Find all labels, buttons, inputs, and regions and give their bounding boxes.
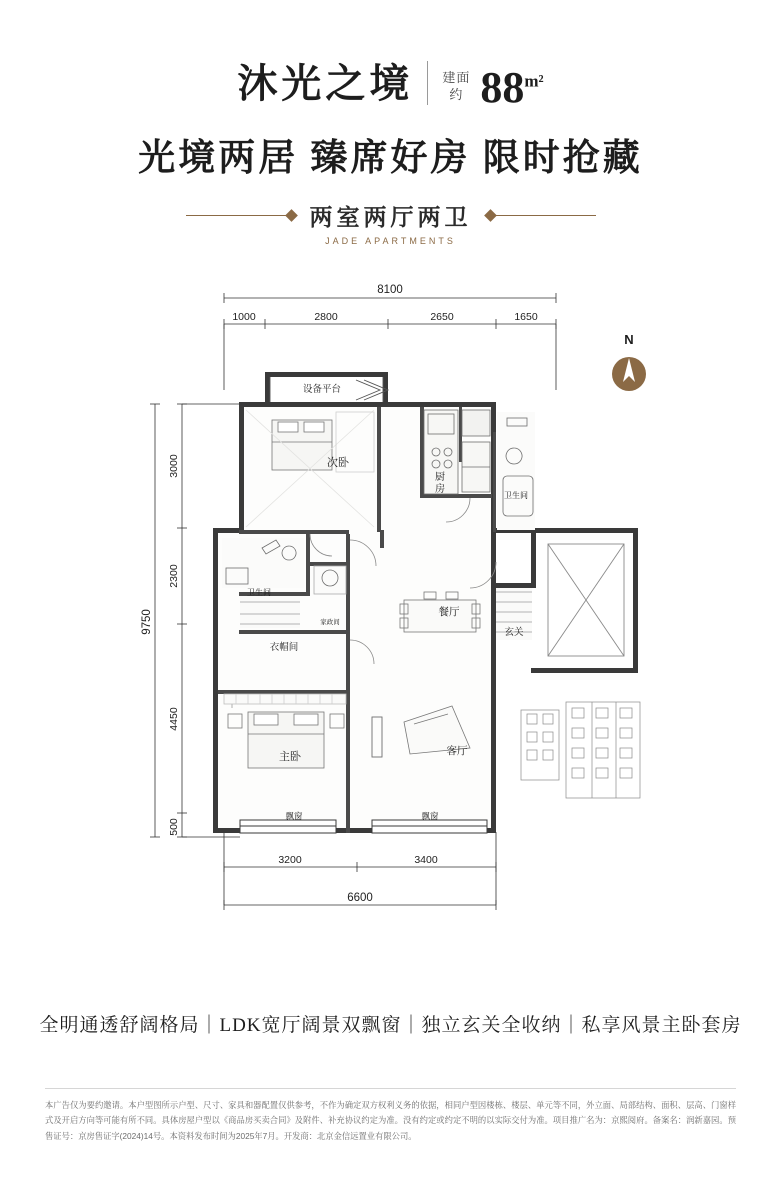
- dim-top-seg-0: 1000: [232, 311, 256, 323]
- dim-bottom-total: 6600: [347, 892, 373, 904]
- dim-left-total: 9750: [141, 609, 153, 635]
- dim-left-seg-2: 4450: [168, 707, 180, 731]
- room-label-2b: 房: [435, 484, 445, 495]
- room-label-2: 厨: [435, 472, 445, 483]
- compass-icon: [612, 332, 646, 391]
- area-caption: [442, 69, 470, 104]
- wall-structure: [213, 372, 640, 833]
- title-divider: [427, 61, 428, 105]
- dim-top-total: 8100: [377, 284, 403, 296]
- floor-plan-svg: [0, 262, 781, 952]
- footer-divider: [45, 1088, 736, 1089]
- rooms-row: [0, 199, 781, 232]
- title-row: [0, 52, 781, 113]
- rooms-label: 两室两厅两卫: [309, 205, 472, 230]
- room-label-0: 设备平台: [302, 384, 342, 395]
- brand-en-label: JADE APARTMENTS: [325, 236, 456, 246]
- room-label-11: 飘窗: [285, 811, 303, 821]
- room-label-8: 玄关: [504, 627, 524, 638]
- room-label-6: 衣帽间: [269, 642, 299, 653]
- room-label-7: 餐厅: [438, 606, 460, 618]
- page-subtitle: 光境两居 臻席好房 限时抢藏: [138, 138, 643, 179]
- page-title: 沐光之境: [237, 61, 414, 106]
- area-unit: m²: [524, 71, 544, 91]
- area-caption-line2: 约: [449, 87, 464, 103]
- features-line: 全明通透舒阔格局｜LDK宽厅阔景双飘窗｜独立玄关全收纳｜私享风景主卧套房: [39, 1015, 742, 1036]
- dim-bottom-seg-1: 3400: [414, 854, 438, 866]
- ornament-left-icon: [186, 209, 296, 223]
- area-number-value: 88: [480, 63, 525, 113]
- dim-left-seg-1: 2300: [168, 564, 180, 588]
- room-label-5: 家政间: [320, 619, 340, 626]
- floor-plan: [0, 262, 781, 952]
- dim-left-seg-3: 500: [168, 818, 180, 836]
- dim-top-seg-1: 2800: [314, 311, 338, 323]
- dim-top-seg-2: 2650: [430, 311, 454, 323]
- room-label-3: 卫生间: [504, 491, 528, 500]
- room-label-1: 次卧: [327, 457, 349, 469]
- room-label-9: 主卧: [279, 751, 301, 763]
- dim-left-seg-0: 3000: [168, 454, 180, 478]
- dim-bottom-seg-0: 3200: [278, 854, 302, 866]
- compass-label: N: [624, 332, 634, 347]
- room-label-10: 客厅: [446, 745, 468, 757]
- room-label-4: 卫生间: [247, 588, 271, 597]
- disclaimer-text: 本广告仅为要约邀请。本户型图所示户型、尺寸、家具和器配置仅供参考，不作为确定双方权利义务的依据，相同户型因楼栋、楼层、单元等不同，外立面、局部结构、面积、层高、门窗样式及开启方向等可能有所不同。具体房屋户型以《商品房买卖合同》及附件、补充协议约定为准。没有约定或约定不明的以实际交付为准。项目推广名为：京熙阅府。备案名：润新嘉园。预售证号：京房售证字(2024)14号。本资料发布时间为2025年7月。开发商：北京金信远置业有限公司。: [45, 1100, 736, 1141]
- area-number: [480, 63, 544, 113]
- area-caption-line1: 建面: [442, 69, 471, 85]
- header: [0, 0, 781, 246]
- dim-top-seg-3: 1650: [514, 311, 538, 323]
- ornament-right-icon: [486, 209, 596, 223]
- room-label-12: 飘窗: [421, 811, 439, 821]
